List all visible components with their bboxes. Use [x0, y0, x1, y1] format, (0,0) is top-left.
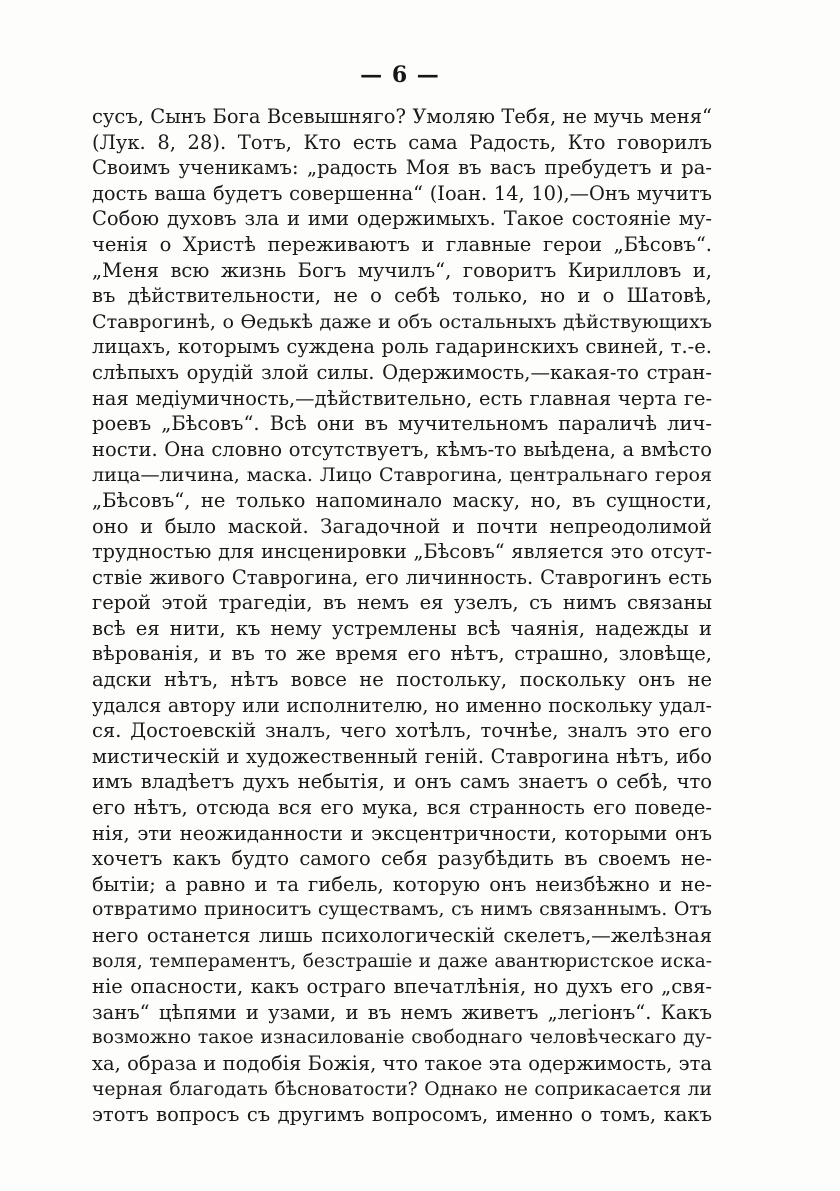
text-line: (Лук. 8, 28). Тотъ, Кто есть сама Радость, Кто говорилъ — [92, 130, 712, 154]
text-line: Собою духовъ зла и ими одержимыхъ. Такое состояніе му- — [92, 207, 712, 231]
text-line: отвратимо приноситъ существамъ, съ нимъ связаннымъ. Отъ — [92, 898, 712, 921]
text-line: роевъ „Бѣсовъ“. Всѣ они въ мучительномъ параличѣ лич- — [92, 412, 712, 436]
text-line: сусъ, Сынъ Бога Всевышняго? Умоляю Тебя, не мучь меня“ — [92, 105, 712, 128]
text-line: этотъ вопросъ съ другимъ вопросомъ, именно о томъ, какъ — [92, 1103, 712, 1127]
text-line: него останется лишь психологическій скелетъ,—желѣзная — [92, 924, 712, 947]
text-line: дость ваша будетъ совершенна“ (Іоан. 14, 10),—Онъ мучитъ — [92, 181, 712, 205]
text-line: ніе опасности, какъ остраго впечатлѣнія, но духъ его „свя- — [92, 975, 712, 999]
text-line: бытіи; а равно и та гибель, которую онъ неизбѣжно и не- — [92, 872, 712, 896]
text-line: возможно такое изнасилованіе свободнаго человѣческаго ду- — [92, 1027, 712, 1049]
text-line: Ставрогинѣ, о Ѳедькѣ даже и объ остальныхъ дѣйствующихъ — [92, 309, 712, 333]
text-line: адски нѣтъ, нѣтъ вовсе не постольку, поскольку онъ не — [92, 668, 712, 692]
text-line: лицахъ, которымъ суждена роль гадаринскихъ свиней, т.-е. — [92, 335, 712, 359]
body-text — [92, 104, 712, 1128]
text-line: трудностью для инсценировки „Бѣсовъ“ является это отсут- — [92, 540, 712, 564]
text-line: занъ“ цѣпями и узами, и въ немъ живетъ „легіонъ“. Какъ — [92, 1000, 712, 1024]
page-number: — 6 — — [360, 62, 440, 88]
text-line: нія, эти неожиданности и эксцентричности, которыми онъ — [92, 821, 712, 845]
text-line: ная медіумичность,—дѣйствительно, есть главная черта ге- — [92, 386, 712, 410]
text-line: герой этой трагедіи, въ немъ ея узелъ, съ нимъ связаны — [92, 591, 712, 615]
text-line: ченія о Христѣ переживаютъ и главные герои „Бѣсовъ“. — [92, 232, 712, 256]
text-line: имъ владѣетъ духъ небытія, и онъ самъ знаетъ о себѣ, что — [92, 770, 712, 794]
text-line: „Меня всю жизнь Богъ мучилъ“, говоритъ Кирилловъ и, — [92, 258, 712, 282]
text-line: ся. Достоевскій зналъ, чего хотѣлъ, точнѣе, зналъ это его — [92, 719, 712, 743]
text-line: черная благодать бѣсноватости? Однако не соприкасается ли — [92, 1078, 712, 1100]
text-line: оно и было маской. Загадочной и почти непреодолимой — [92, 514, 712, 538]
text-line: ха, образа и подобія Божія, что такое эта одержимость, эта — [92, 1051, 712, 1075]
text-line: Своимъ ученикамъ: „радость Моя въ васъ пребудетъ и ра- — [92, 156, 712, 180]
text-line: слѣпыхъ орудій злой силы. Одержимость,—какая-то стран- — [92, 360, 712, 384]
text-line: его нѣтъ, отсюда вся его мука, вся странность его поведе- — [92, 796, 712, 820]
text-line: воля, темпераментъ, безстрашіе и даже авантюристское иска- — [92, 950, 712, 972]
text-line: мистическій и художественный геній. Ставрогина нѣтъ, ибо — [92, 744, 712, 768]
text-line: всѣ ея нити, къ нему устремлены всѣ чаянія, надежды и — [92, 616, 712, 640]
text-line: удался автору или исполнителю, но именно поскольку удал- — [92, 693, 712, 717]
text-line: въ дѣйствительности, не о себѣ только, но и о Шатовѣ, — [92, 284, 712, 308]
text-line: лица—личина, маска. Лицо Ставрогина, центральнаго героя — [92, 463, 712, 487]
text-line: ности. Она словно отсутствуетъ, кѣмъ-то выѣдена, а вмѣсто — [92, 437, 712, 461]
text-line: ствіе живого Ставрогина, его личинность. Ставрогинъ есть — [92, 565, 712, 589]
text-line: вѣрованія, и въ то же время его нѣтъ, страшно, зловѣще, — [92, 642, 712, 666]
text-line: хочетъ какъ будто самого себя разубѣдить въ своемъ не- — [92, 847, 712, 871]
text-line: „Бѣсовъ“, не только напоминало маску, но, въ сущности, — [92, 488, 712, 512]
